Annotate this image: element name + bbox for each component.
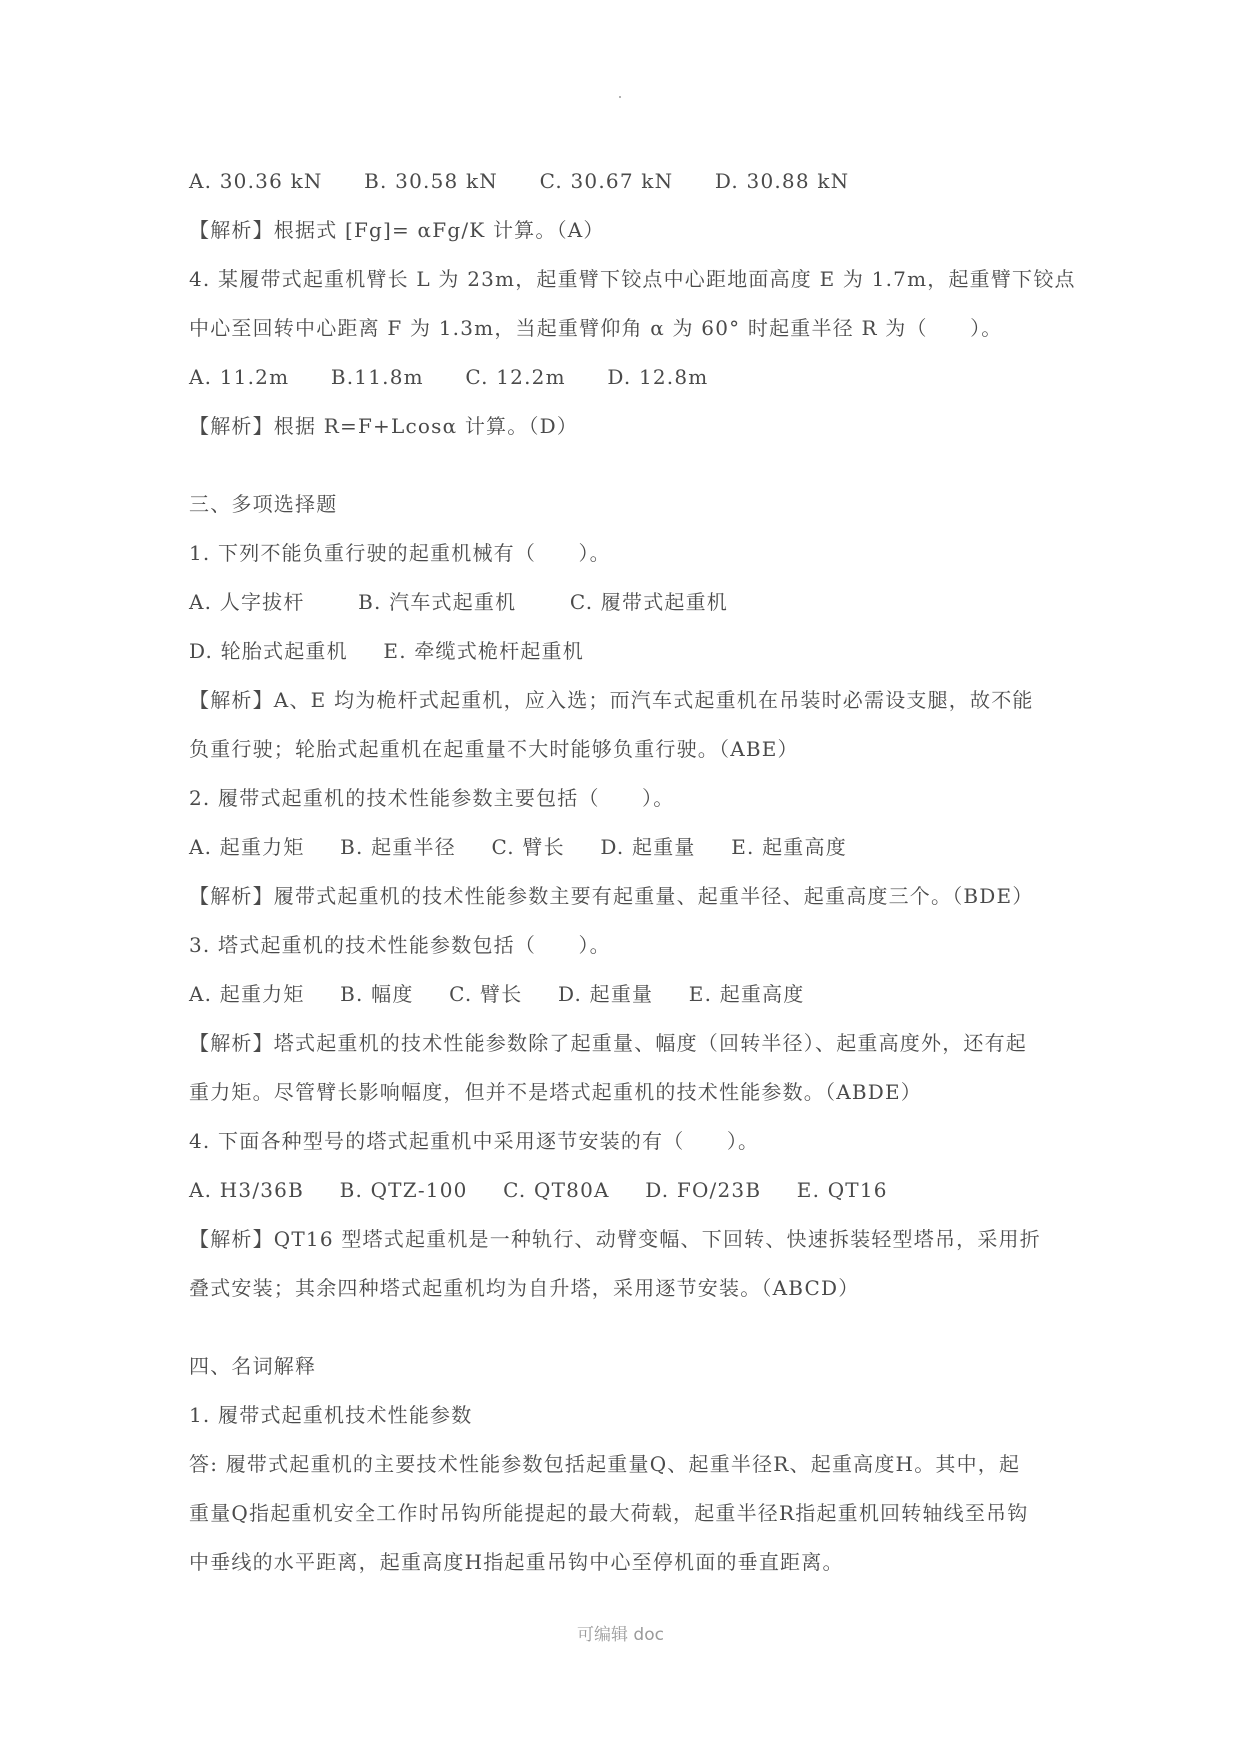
option: C. 臂长: [491, 835, 565, 859]
option: B. 汽车式起重机: [358, 590, 517, 614]
answer-text: 答: 履带式起重机的主要技术性能参数包括起重量Q、起重半径R、起重高度H。其中，起: [189, 1452, 1021, 1476]
analysis-text: 负重行驶；轮胎式起重机在起重量不大时能够负重行驶。（ABE）: [189, 737, 799, 761]
question-options: [189, 578, 1069, 627]
option: C. 履带式起重机: [569, 590, 729, 614]
option: B.11.8m: [330, 365, 424, 389]
option: D. 30.88 kN: [714, 169, 850, 193]
option: E. QT16: [796, 1178, 888, 1202]
option: C. 12.2m: [465, 365, 566, 389]
option: C. 30.67 kN: [539, 169, 674, 193]
answer-text: 中垂线的水平距离，起重高度H指起重吊钩中心至停机面的垂直距离。: [189, 1550, 844, 1574]
section-title: 四、名词解释: [189, 1354, 317, 1378]
question-text: 1. 下列不能负重行驶的起重机械有（ ）。: [189, 541, 611, 565]
question-options: [189, 1166, 1069, 1215]
analysis-text: 重力矩。尽管臂长影响幅度，但并不是塔式起重机的技术性能参数。（ABDE）: [189, 1080, 922, 1104]
option: C. QT80A: [503, 1178, 610, 1202]
header-dot: [619, 96, 621, 98]
option: A. 30.36 kN: [189, 169, 323, 193]
option: C. 臂长: [449, 982, 523, 1006]
analysis-text: 【解析】履带式起重机的技术性能参数主要有起重量、起重半径、起重高度三个。（BDE）: [189, 884, 1034, 908]
option: A. 11.2m: [189, 365, 290, 389]
option: A. 起重力矩: [189, 982, 305, 1006]
prev-q3-options: [189, 157, 1069, 206]
analysis-text: 【解析】A、E 均为桅杆式起重机，应入选；而汽车式起重机在吊装时必需设支腿，故不能: [189, 688, 1034, 712]
option: D. 起重量: [600, 835, 696, 859]
answer-text: 重量Q指起重机安全工作时吊钩所能提起的最大荷载，起重半径R指起重机回转轴线至吊钩: [189, 1501, 1029, 1525]
page-footer: 可编辑 doc: [577, 1625, 664, 1645]
option: D. 12.8m: [607, 365, 709, 389]
option: B. 起重半径: [340, 835, 456, 859]
option: A. 人字拔杆: [189, 590, 305, 614]
option: A. 起重力矩: [189, 835, 305, 859]
term-title: 1. 履带式起重机技术性能参数: [189, 1403, 473, 1427]
option: E. 牵缆式桅杆起重机: [383, 639, 584, 663]
question-options: [189, 823, 1069, 872]
option: B. QTZ-100: [339, 1178, 468, 1202]
page-content: [189, 157, 1076, 1587]
option: E. 起重高度: [731, 835, 847, 859]
question-text: 4. 下面各种型号的塔式起重机中采用逐节安装的有（ ）。: [189, 1129, 760, 1153]
analysis-text: 【解析】塔式起重机的技术性能参数除了起重量、幅度（回转半径）、起重高度外，还有起: [189, 1031, 1027, 1055]
prev-q4-question-line: 4. 某履带式起重机臂长 L 为 23m，起重臂下铰点中心距地面高度 E 为 1.7m，起重臂下铰点: [189, 267, 1076, 291]
option: E. 起重高度: [688, 982, 805, 1006]
option: D. FO/23B: [645, 1178, 762, 1202]
analysis-text: 【解析】QT16 型塔式起重机是一种轨行、动臂变幅、下回转、快速拆装轻型塔吊，采用折: [189, 1227, 1041, 1251]
section-title: 三、多项选择题: [189, 492, 338, 516]
question-options: [189, 627, 1069, 676]
option: D. 轮胎式起重机: [189, 639, 348, 663]
option: B. 幅度: [340, 982, 414, 1006]
question-options: [189, 970, 1069, 1019]
question-text: 3. 塔式起重机的技术性能参数包括（ ）。: [189, 933, 611, 957]
analysis-text: 叠式安装；其余四种塔式起重机均为自升塔，采用逐节安装。（ABCD）: [189, 1276, 860, 1300]
question-text: 2. 履带式起重机的技术性能参数主要包括（ ）。: [189, 786, 675, 810]
prev-q3-analysis: 【解析】根据式 [Fg]= αFg/K 计算。（A）: [189, 218, 605, 242]
prev-q4-analysis: 【解析】根据 R=F+Lcosα 计算。（D）: [189, 414, 579, 438]
option: D. 起重量: [557, 982, 654, 1006]
option: A. H3/36B: [189, 1178, 305, 1202]
prev-q4-question-line: 中心至回转中心距离 F 为 1.3m，当起重臂仰角 α 为 60° 时起重半径 R 为（ ）。: [189, 316, 1003, 340]
option: B. 30.58 kN: [364, 169, 499, 193]
prev-q4-options: [189, 353, 1069, 402]
